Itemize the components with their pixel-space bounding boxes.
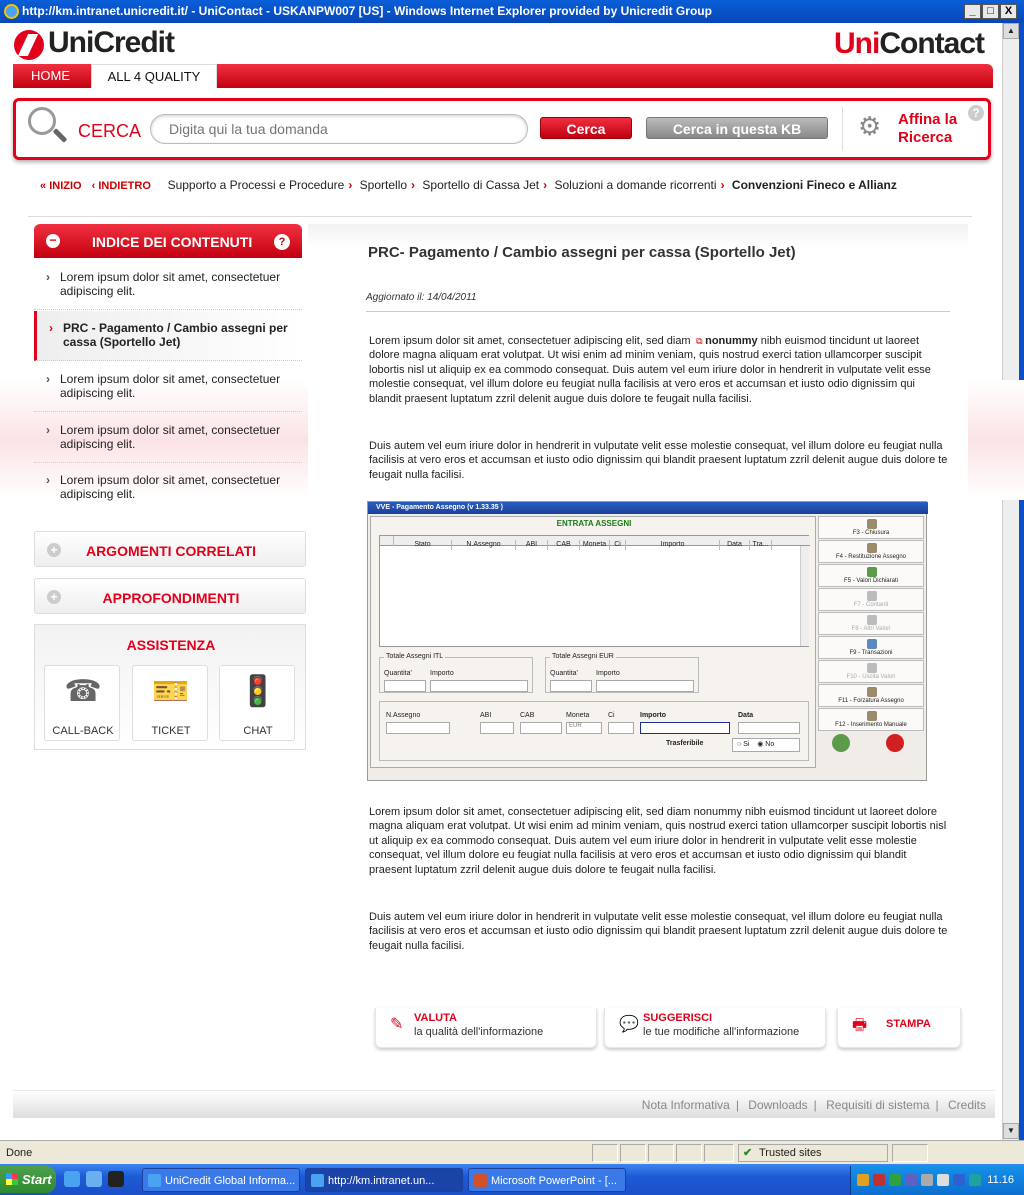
article-paragraph <box>369 334 949 406</box>
stampa-title: STAMPA <box>886 1018 931 1030</box>
status-text: Done <box>6 1147 33 1159</box>
ci-field <box>608 722 634 734</box>
assistenza-panel <box>34 624 306 750</box>
gear-icon[interactable]: ⚙ <box>858 111 882 141</box>
function-key-label: F3 - Chiusura <box>852 530 890 536</box>
radio-no: ◉ <box>757 741 766 748</box>
powerpoint-icon <box>474 1174 487 1187</box>
tray-icon[interactable] <box>905 1174 917 1186</box>
breadcrumb-item[interactable]: Soluzioni a domande ricorrenti <box>554 178 717 192</box>
task-label: UniCredit Global Informa... <box>165 1175 296 1187</box>
grid-scrollbar[interactable] <box>800 546 809 646</box>
function-key <box>818 708 924 731</box>
search-label: CERCA <box>78 121 142 141</box>
function-key <box>818 684 924 707</box>
divider: | <box>935 1098 939 1112</box>
console-quicklaunch-icon[interactable] <box>108 1171 124 1187</box>
refine-line-1: Affina la <box>898 111 958 128</box>
telephone-icon: ☎ <box>64 675 102 708</box>
abi-field <box>480 722 514 734</box>
trasferibile-label: Trasferibile <box>666 740 704 747</box>
search-panel <box>13 98 991 160</box>
screenshot-header: ENTRATA ASSEGNI <box>556 519 632 528</box>
status-cell <box>592 1144 618 1162</box>
screenshot-main-pane <box>370 516 816 768</box>
grid-col: Stato <box>394 540 452 550</box>
grid-col: Data <box>720 540 750 550</box>
function-key-label: F9 - Transazioni <box>849 650 893 656</box>
stampa-button[interactable] <box>837 1008 961 1048</box>
approfondimenti-panel[interactable] <box>34 578 306 614</box>
suggerisci-title: SUGGERISCI <box>643 1012 713 1024</box>
grid-col: CAB <box>548 540 580 550</box>
function-key <box>818 540 924 563</box>
divider <box>366 311 950 312</box>
key-icon <box>867 687 877 697</box>
key-icon <box>867 615 877 625</box>
nav-home[interactable]: HOME <box>31 68 70 83</box>
importo-entry-label: Importo <box>640 712 667 719</box>
grid-col: ABI <box>516 540 548 550</box>
function-key-label: F5 - Valori Dichiarati <box>844 578 898 584</box>
window-titlebar[interactable] <box>0 0 1024 23</box>
trasferibile-radio-group <box>732 738 800 752</box>
main-navbar <box>13 64 993 88</box>
data-field <box>738 722 800 734</box>
importo-label: Importo <box>596 670 620 677</box>
importo-label: Importo <box>430 670 454 677</box>
breadcrumb-item[interactable]: Sportello di Cassa Jet <box>422 178 540 192</box>
function-key <box>818 636 924 659</box>
grid-col: Ci <box>610 540 626 550</box>
unicredit-mark-icon <box>14 30 44 60</box>
footer-link[interactable]: Downloads <box>748 1098 808 1112</box>
breadcrumb-indietro-label: INDIETRO <box>98 180 151 192</box>
search-icon-handle <box>53 128 68 143</box>
taskbar-task[interactable] <box>142 1168 300 1192</box>
taskbar-task-active[interactable] <box>305 1168 463 1192</box>
chevron-right-icon: › <box>46 423 50 437</box>
ie-icon <box>4 4 19 19</box>
totale-itl-group <box>379 653 533 693</box>
key-icon <box>867 711 877 721</box>
function-key <box>818 516 924 539</box>
scroll-up-icon[interactable]: ▲ <box>1003 23 1019 39</box>
valuta-button[interactable] <box>375 1008 597 1048</box>
divider <box>28 203 972 217</box>
status-cell <box>704 1144 734 1162</box>
speech-bubble-icon: 💬 <box>619 1016 639 1033</box>
paragraph-text: Lorem ipsum dolor sit amet, consectetuer adipiscing elit, sed diam <box>369 335 694 347</box>
help-icon[interactable]: ? <box>968 105 984 121</box>
highlighted-term[interactable]: nonummy <box>705 335 758 347</box>
radio-no-label: No <box>765 741 775 748</box>
volume-icon[interactable] <box>937 1174 949 1186</box>
nav-all4quality[interactable]: ALL 4 QUALITY <box>91 64 217 88</box>
key-icon <box>867 591 877 601</box>
function-key-label: F4 - Restituzione Assegno <box>835 554 907 560</box>
chat-label: CHAT <box>243 725 273 737</box>
article-paragraph: Lorem ipsum dolor sit amet, consectetuer adipiscing elit, sed diam nonummy nibh euismod tincidunt ut laoreet dolore magna aliquam erat volutpat. Ut wisi enim ad minim veniam, quis nostrud exerci tation ullamcorper suscipit lobortis nisl ut aliquip ex ea commodo consequat. Duis autem vel eum iriure dolor in hendrerit in vulputate velit esse molestie consequat, vel illum dolore eu feugiat nulla facilisis at vero eros et accumsan et iusto odio dignissim qui blandit praesent luptatum zzril delenit augue duis dolore te feugait nulla facilisi. <box>369 806 947 876</box>
nassegno-field <box>386 722 450 734</box>
breadcrumb-home-link[interactable]: « INIZIO <box>40 180 82 192</box>
screenshot-function-keys <box>818 516 924 756</box>
window-title: http://km.intranet.unicredit.it/ - UniContact - USKANPW007 [US] - Windows Internet Explorer provided by Unicredit Group <box>22 4 712 18</box>
function-key-label: F7 - Contanti <box>853 602 889 608</box>
unicontact-logo-contact: Contact <box>879 27 984 60</box>
radio-si: ○ <box>737 741 744 748</box>
quantita-itl-field <box>384 680 426 692</box>
screenshot-grid <box>379 535 809 647</box>
chevron-right-icon: › <box>46 372 50 386</box>
vertical-scrollbar[interactable] <box>1002 23 1019 1140</box>
search-icon <box>28 107 56 135</box>
data-label: Data <box>738 712 754 719</box>
totale-eur-label: Totale Assegni EUR <box>552 653 614 660</box>
article-updated-date: Aggiornato il: 14/04/2011 <box>366 292 477 303</box>
tray-icon[interactable] <box>921 1174 933 1186</box>
quantita-label: Quantita' <box>384 670 412 677</box>
expand-icon: + <box>47 543 61 557</box>
totale-itl-label: Totale Assegni ITL <box>386 653 444 660</box>
chevron-right-icon: › <box>49 321 53 335</box>
refine-line-2: Ricerca <box>898 129 953 146</box>
chevron-right-icon: › <box>348 178 353 192</box>
confirm-icon <box>832 734 850 752</box>
totale-eur-group <box>545 653 699 693</box>
chevron-right-icon: › <box>411 178 416 192</box>
chevron-right-icon: › <box>543 178 548 192</box>
grid-col <box>380 536 394 546</box>
grid-col: N.Assegno <box>452 540 516 550</box>
approfondimenti-title: APPROFONDIMENTI <box>102 590 240 606</box>
key-icon <box>867 663 877 673</box>
unicontact-logo-uni: Uni <box>834 27 880 60</box>
suggerisci-subtitle: le tue modifiche all'informazione <box>643 1026 800 1038</box>
collapse-icon[interactable]: − <box>46 234 60 248</box>
status-cell <box>676 1144 702 1162</box>
grid-col: Moneta <box>580 540 610 550</box>
function-key-label: F8 - Altri Valori <box>851 626 891 632</box>
toc-item-label: PRC - Pagamento / Cambio assegni per cassa (Sportello Jet) <box>63 321 288 349</box>
quantita-label: Quantita' <box>550 670 578 677</box>
unicredit-logo-text: UniCredit <box>48 26 174 59</box>
footer-link[interactable]: Nota Informativa <box>641 1098 730 1112</box>
article-paragraph: Duis autem vel eum iriure dolor in hendrerit in vulputate velit esse molestie consequat, vel illum dolore eu feugiat nulla facilisis at vero eros et accumsan et iusto odio dignissim qui blandit praesent luptatum zzril delenit augue duis dolore te feugait nulla facilisi. <box>369 911 948 952</box>
importo-entry-field <box>640 722 730 734</box>
valuta-subtitle: la qualità dell'informazione <box>414 1026 544 1038</box>
function-key-label: F11 - Forzatura Assegno <box>838 698 904 704</box>
task-label: Microsoft PowerPoint - [... <box>491 1175 617 1187</box>
toc-header[interactable] <box>34 224 302 258</box>
clock[interactable]: 11.16 <box>987 1174 1014 1186</box>
quantita-eur-field <box>550 680 592 692</box>
breadcrumb <box>40 178 897 196</box>
footer-link[interactable]: Requisiti di sistema <box>826 1098 930 1112</box>
article-title: PRC- Pagamento / Cambio assegni per cassa (Sportello Jet) <box>368 244 796 261</box>
ie-icon <box>311 1174 324 1187</box>
cab-field <box>520 722 562 734</box>
key-icon <box>867 543 877 553</box>
cancel-icon <box>886 734 904 752</box>
suggerisci-button[interactable] <box>604 1008 826 1048</box>
chat-button[interactable] <box>219 665 295 741</box>
importo-itl-field <box>430 680 528 692</box>
function-key <box>818 564 924 587</box>
task-label: http://km.intranet.un... <box>328 1175 435 1187</box>
tray-icon[interactable] <box>873 1174 885 1186</box>
callback-button[interactable] <box>44 665 120 741</box>
toc-title: INDICE DEI CONTENUTI <box>92 234 253 250</box>
window-border <box>1019 23 1024 1140</box>
help-icon[interactable]: ? <box>274 234 290 250</box>
toc-item-label: Lorem ipsum dolor sit amet, consectetuer adipiscing elit. <box>60 473 281 501</box>
taskbar-task[interactable] <box>468 1168 626 1192</box>
callback-label: CALL-BACK <box>52 725 114 737</box>
function-key <box>818 660 924 683</box>
grid-col: Importo <box>626 540 720 550</box>
toc-item-label: Lorem ipsum dolor sit amet, consectetuer adipiscing elit. <box>60 372 281 400</box>
footer-link[interactable]: Credits <box>947 1098 986 1112</box>
moneta-select: EUR <box>566 722 602 734</box>
ie-quicklaunch-icon[interactable] <box>86 1171 102 1187</box>
argomenti-correlati-panel[interactable] <box>34 531 306 567</box>
status-bar <box>0 1140 1024 1164</box>
screenshot-titlebar: VVE - Pagamento Assegno (v 1.33.35 ) <box>368 502 928 514</box>
external-link-icon[interactable]: ⧉ <box>693 336 706 346</box>
tray-icon[interactable] <box>969 1174 981 1186</box>
assegno-entry-group <box>379 701 809 761</box>
key-icon <box>867 639 877 649</box>
toc-item[interactable] <box>34 260 302 310</box>
divider <box>842 107 843 151</box>
ticket-label: TICKET <box>151 725 191 737</box>
ci-label: Ci <box>608 712 615 719</box>
zoom-icon[interactable] <box>892 1144 928 1162</box>
footer-links <box>636 1098 986 1112</box>
key-icon <box>867 567 877 577</box>
chevron-right-icon: › <box>720 178 725 192</box>
security-zone[interactable]: ✔ Trusted sites <box>738 1144 888 1162</box>
tray-icon[interactable] <box>889 1174 901 1186</box>
abi-label: ABI <box>480 712 492 719</box>
ie-quicklaunch-icon[interactable] <box>64 1171 80 1187</box>
status-cell <box>648 1144 674 1162</box>
divider: | <box>735 1098 739 1112</box>
system-tray <box>850 1166 1024 1195</box>
importo-eur-field <box>596 680 694 692</box>
screenshot-grid-header <box>380 536 810 546</box>
breadcrumb-current: Convenzioni Fineco e Allianz <box>731 178 897 192</box>
ticket-button[interactable] <box>132 665 208 741</box>
chevron-right-icon: › <box>46 473 50 487</box>
grid-col: Tra... <box>750 540 772 550</box>
tray-icon[interactable] <box>857 1174 869 1186</box>
start-button[interactable]: Start <box>0 1166 56 1193</box>
breadcrumb-item[interactable]: Supporto a Processi e Procedure <box>167 178 345 192</box>
toc-item[interactable] <box>34 463 302 513</box>
valuta-title: VALUTA <box>414 1012 457 1024</box>
toc-item-active[interactable] <box>34 311 302 361</box>
key-icon <box>867 519 877 529</box>
toc-item[interactable] <box>34 362 302 412</box>
breadcrumb-inizio-label: INIZIO <box>49 180 82 192</box>
article-paragraph: Duis autem vel eum iriure dolor in hendrerit in vulputate velit esse molestie consequat, vel illum dolore eu feugiat nulla facilisis at vero eros et accumsan et iusto odio dignissim qui blandit praesent luptatum zzril delenit augue duis dolore te feugait nulla facilisi. <box>369 440 948 481</box>
search-kb-button[interactable]: Cerca in questa KB <box>646 117 828 139</box>
ticket-icon: 🎫 <box>152 675 190 708</box>
tray-icon[interactable] <box>953 1174 965 1186</box>
close-button[interactable]: X <box>1000 4 1017 19</box>
paragraph-text: nibh euismod tincidunt ut laoreet dolore magna aliquam erat volutpat. Ut wisi enim ad minim veniam, quis nostrud exerci tation ullamcorper suscipit lobortis nisl ut aliquip ex ea commodo consequat. Duis autem vel eum iriure dolor in hendrerit in vulputate velit esse molestie consequat, vel illum dolore eu feugiat nulla facilisis at vero eros et accumsan et iusto odio dignissim qui blandit praesent luptatum zzril delenit augue duis dolore te feugait nulla facilisi. <box>369 335 931 405</box>
cab-label: CAB <box>520 712 535 719</box>
printer-icon: 🖶 <box>852 1017 868 1034</box>
breadcrumb-back-link[interactable]: ‹ INDIETRO <box>91 180 151 192</box>
maximize-button[interactable]: □ <box>982 4 999 19</box>
unicontact-logo <box>834 27 984 61</box>
argomenti-correlati-title: ARGOMENTI CORRELATI <box>85 543 257 559</box>
toc-item-label: Lorem ipsum dolor sit amet, consectetuer adipiscing elit. <box>60 423 281 451</box>
toc-item-label: Lorem ipsum dolor sit amet, consectetuer adipiscing elit. <box>60 270 281 298</box>
toc-item[interactable] <box>34 413 302 463</box>
search-button[interactable]: Cerca <box>540 117 632 139</box>
embedded-screenshot <box>367 501 927 781</box>
paperclip-icon: ✎ <box>390 1016 404 1033</box>
function-key-label: F10 - Uscita Valori <box>846 674 896 680</box>
divider: | <box>813 1098 817 1112</box>
radio-si-label: Si <box>743 741 750 748</box>
breadcrumb-item[interactable]: Sportello <box>359 178 408 192</box>
moneta-label: Moneta <box>566 712 590 719</box>
function-key <box>818 588 924 611</box>
minimize-button[interactable]: _ <box>964 4 981 19</box>
nassegno-label: N.Assegno <box>386 712 421 719</box>
refine-search-link[interactable] <box>898 111 957 147</box>
expand-icon: + <box>47 590 61 604</box>
taskbar <box>0 1164 1024 1195</box>
ie-icon <box>148 1174 161 1187</box>
traffic-light-icon: 🚦 <box>239 675 277 708</box>
search-input[interactable] <box>150 114 528 144</box>
chevron-right-icon: › <box>46 270 50 284</box>
scroll-down-icon[interactable]: ▼ <box>1003 1123 1019 1139</box>
assistenza-title: ASSISTENZA <box>126 637 216 653</box>
function-key-label: F12 - Inserimento Manuale <box>835 722 907 728</box>
status-cell <box>620 1144 646 1162</box>
function-key <box>818 612 924 635</box>
